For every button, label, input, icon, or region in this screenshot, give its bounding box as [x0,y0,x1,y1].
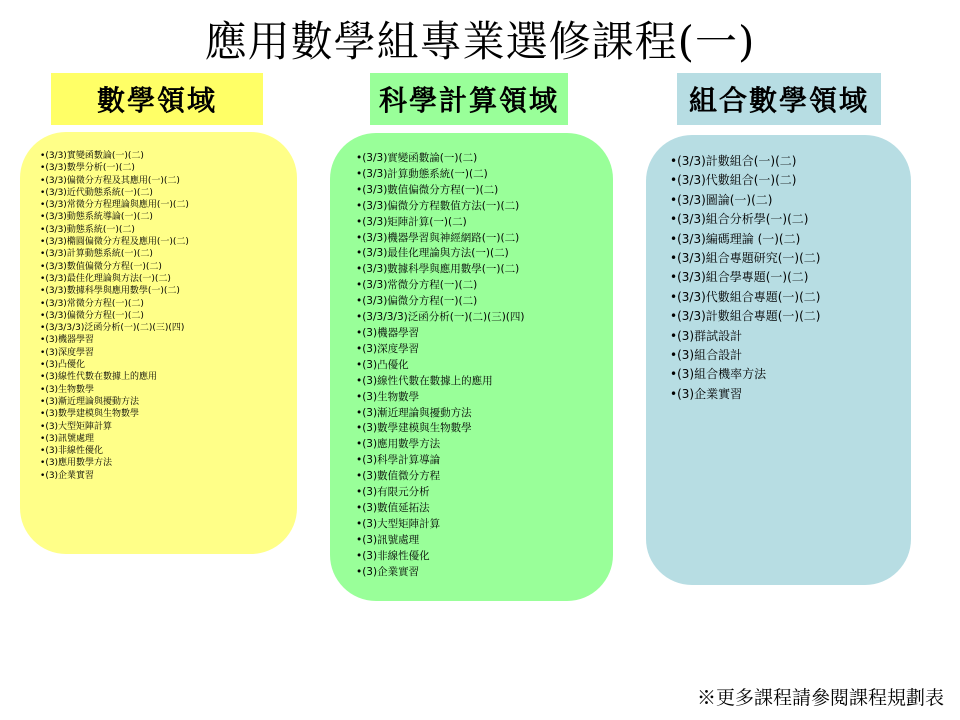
math-course-panel [20,132,297,554]
sci-course-item: • (3)數值微分方程 [356,469,613,485]
math-course-item: • (3/3)數值偏微分方程(一)(二) [40,261,297,273]
sci-course-item: • (3)凸優化 [356,358,613,374]
combinatorics-course-panel [646,135,911,585]
sci-course-item: • (3)企業實習 [356,565,613,581]
comb-course-item: • (3/3)計數組合(一)(二) [670,152,911,171]
sci-course-item: • (3)數值延拓法 [356,501,613,517]
math-course-list [40,150,297,482]
math-course-item: • (3)企業實習 [40,470,297,482]
comb-course-item: • (3/3)組合專題研究(一)(二) [670,249,911,268]
comb-course-item: • (3)群試設計 [670,327,911,346]
sci-course-item: • (3)漸近理論與擾動方法 [356,406,613,422]
math-course-item: • (3/3)偏微分方程(一)(二) [40,310,297,322]
math-course-item: • (3/3)計算動態系統(一)(二) [40,248,297,260]
math-course-item: • (3/3)最佳化理論與方法(一)(二) [40,273,297,285]
sci-course-item: • (3)大型矩陣計算 [356,517,613,533]
math-course-item: • (3)凸優化 [40,359,297,371]
math-course-item: • (3)深度學習 [40,347,297,359]
math-course-item: • (3)數學建模與生物數學 [40,408,297,420]
sci-course-item: • (3/3)實變函數論(一)(二) [356,151,613,167]
math-course-item: • (3/3)動態系統導論(一)(二) [40,211,297,223]
math-course-item: • (3)訊號處理 [40,433,297,445]
sci-course-item: • (3/3/3/3)泛函分析(一)(二)(三)(四) [356,310,613,326]
page-title: 應用數學組專業選修課程(一) [204,17,756,66]
sci-course-item: • (3/3)計算動態系統(一)(二) [356,167,613,183]
comb-course-item: • (3)企業實習 [670,385,911,404]
math-course-item: • (3/3)動態系統(一)(二) [40,224,297,236]
math-domain-header: 數學領域 [51,73,263,125]
math-course-item: • (3)線性代數在數據上的應用 [40,371,297,383]
math-course-item: • (3/3)近代動態系統(一)(二) [40,187,297,199]
math-course-item: • (3)漸近理論與擾動方法 [40,396,297,408]
sci-course-item: • (3)機器學習 [356,326,613,342]
comb-course-item: • (3/3)組合分析學(一)(二) [670,210,911,229]
sci-course-item: • (3)生物數學 [356,390,613,406]
scientific-computing-domain-header: 科學計算領域 [370,73,568,125]
footnote: ※更多課程請參閱課程規劃表 [696,687,944,709]
math-course-item: • (3/3/3/3)泛函分析(一)(二)(三)(四) [40,322,297,334]
sci-course-item: • (3)有限元分析 [356,485,613,501]
comb-course-item: • (3/3)代數組合(一)(二) [670,171,911,190]
math-course-item: • (3/3)偏微分方程及其應用(一)(二) [40,175,297,187]
sci-course-item: • (3)數學建模與生物數學 [356,421,613,437]
math-course-item: • (3/3)數學分析(一)(二) [40,162,297,174]
math-course-item: • (3/3)橢圓偏微分方程及應用(一)(二) [40,236,297,248]
math-course-item: • (3/3)常微分方程(一)(二) [40,298,297,310]
sci-course-item: • (3/3)機器學習與神經網路(一)(二) [356,231,613,247]
math-course-item: • (3)非線性優化 [40,445,297,457]
sci-course-item: • (3)科學計算導論 [356,453,613,469]
math-course-item: • (3/3)常微分方程理論與應用(一)(二) [40,199,297,211]
sci-course-item: • (3/3)最佳化理論與方法(一)(二) [356,246,613,262]
sci-course-item: • (3)應用數學方法 [356,437,613,453]
math-course-item: • (3/3)數據科學與應用數學(一)(二) [40,285,297,297]
sci-course-item: • (3)非線性優化 [356,549,613,565]
comb-course-item: • (3)組合設計 [670,346,911,365]
sci-course-item: • (3/3)矩陣計算(一)(二) [356,215,613,231]
math-course-item: • (3)應用數學方法 [40,457,297,469]
sci-course-item: • (3)訊號處理 [356,533,613,549]
sci-course-item: • (3/3)常微分方程(一)(二) [356,278,613,294]
sci-course-item: • (3)深度學習 [356,342,613,358]
scientific-computing-course-list [356,151,613,580]
math-course-item: • (3)生物數學 [40,384,297,396]
comb-course-item: • (3)組合機率方法 [670,365,911,384]
scientific-computing-course-panel [330,133,613,601]
math-course-item: • (3)機器學習 [40,334,297,346]
combinatorics-domain-header: 組合數學領域 [677,73,881,125]
comb-course-item: • (3/3)代數組合專題(一)(二) [670,288,911,307]
comb-course-item: • (3/3)組合學專題(一)(二) [670,268,911,287]
math-course-item: • (3)大型矩陣計算 [40,421,297,433]
sci-course-item: • (3/3)數據科學與應用數學(一)(二) [356,262,613,278]
comb-course-item: • (3/3)計數組合專題(一)(二) [670,307,911,326]
sci-course-item: • (3)線性代數在數據上的應用 [356,374,613,390]
comb-course-item: • (3/3)圖論(一)(二) [670,191,911,210]
combinatorics-course-list [670,152,911,404]
math-course-item: • (3/3)實變函數論(一)(二) [40,150,297,162]
sci-course-item: • (3/3)偏微分方程數值方法(一)(二) [356,199,613,215]
comb-course-item: • (3/3)編碼理論 (一)(二) [670,230,911,249]
sci-course-item: • (3/3)數值偏微分方程(一)(二) [356,183,613,199]
sci-course-item: • (3/3)偏微分方程(一)(二) [356,294,613,310]
